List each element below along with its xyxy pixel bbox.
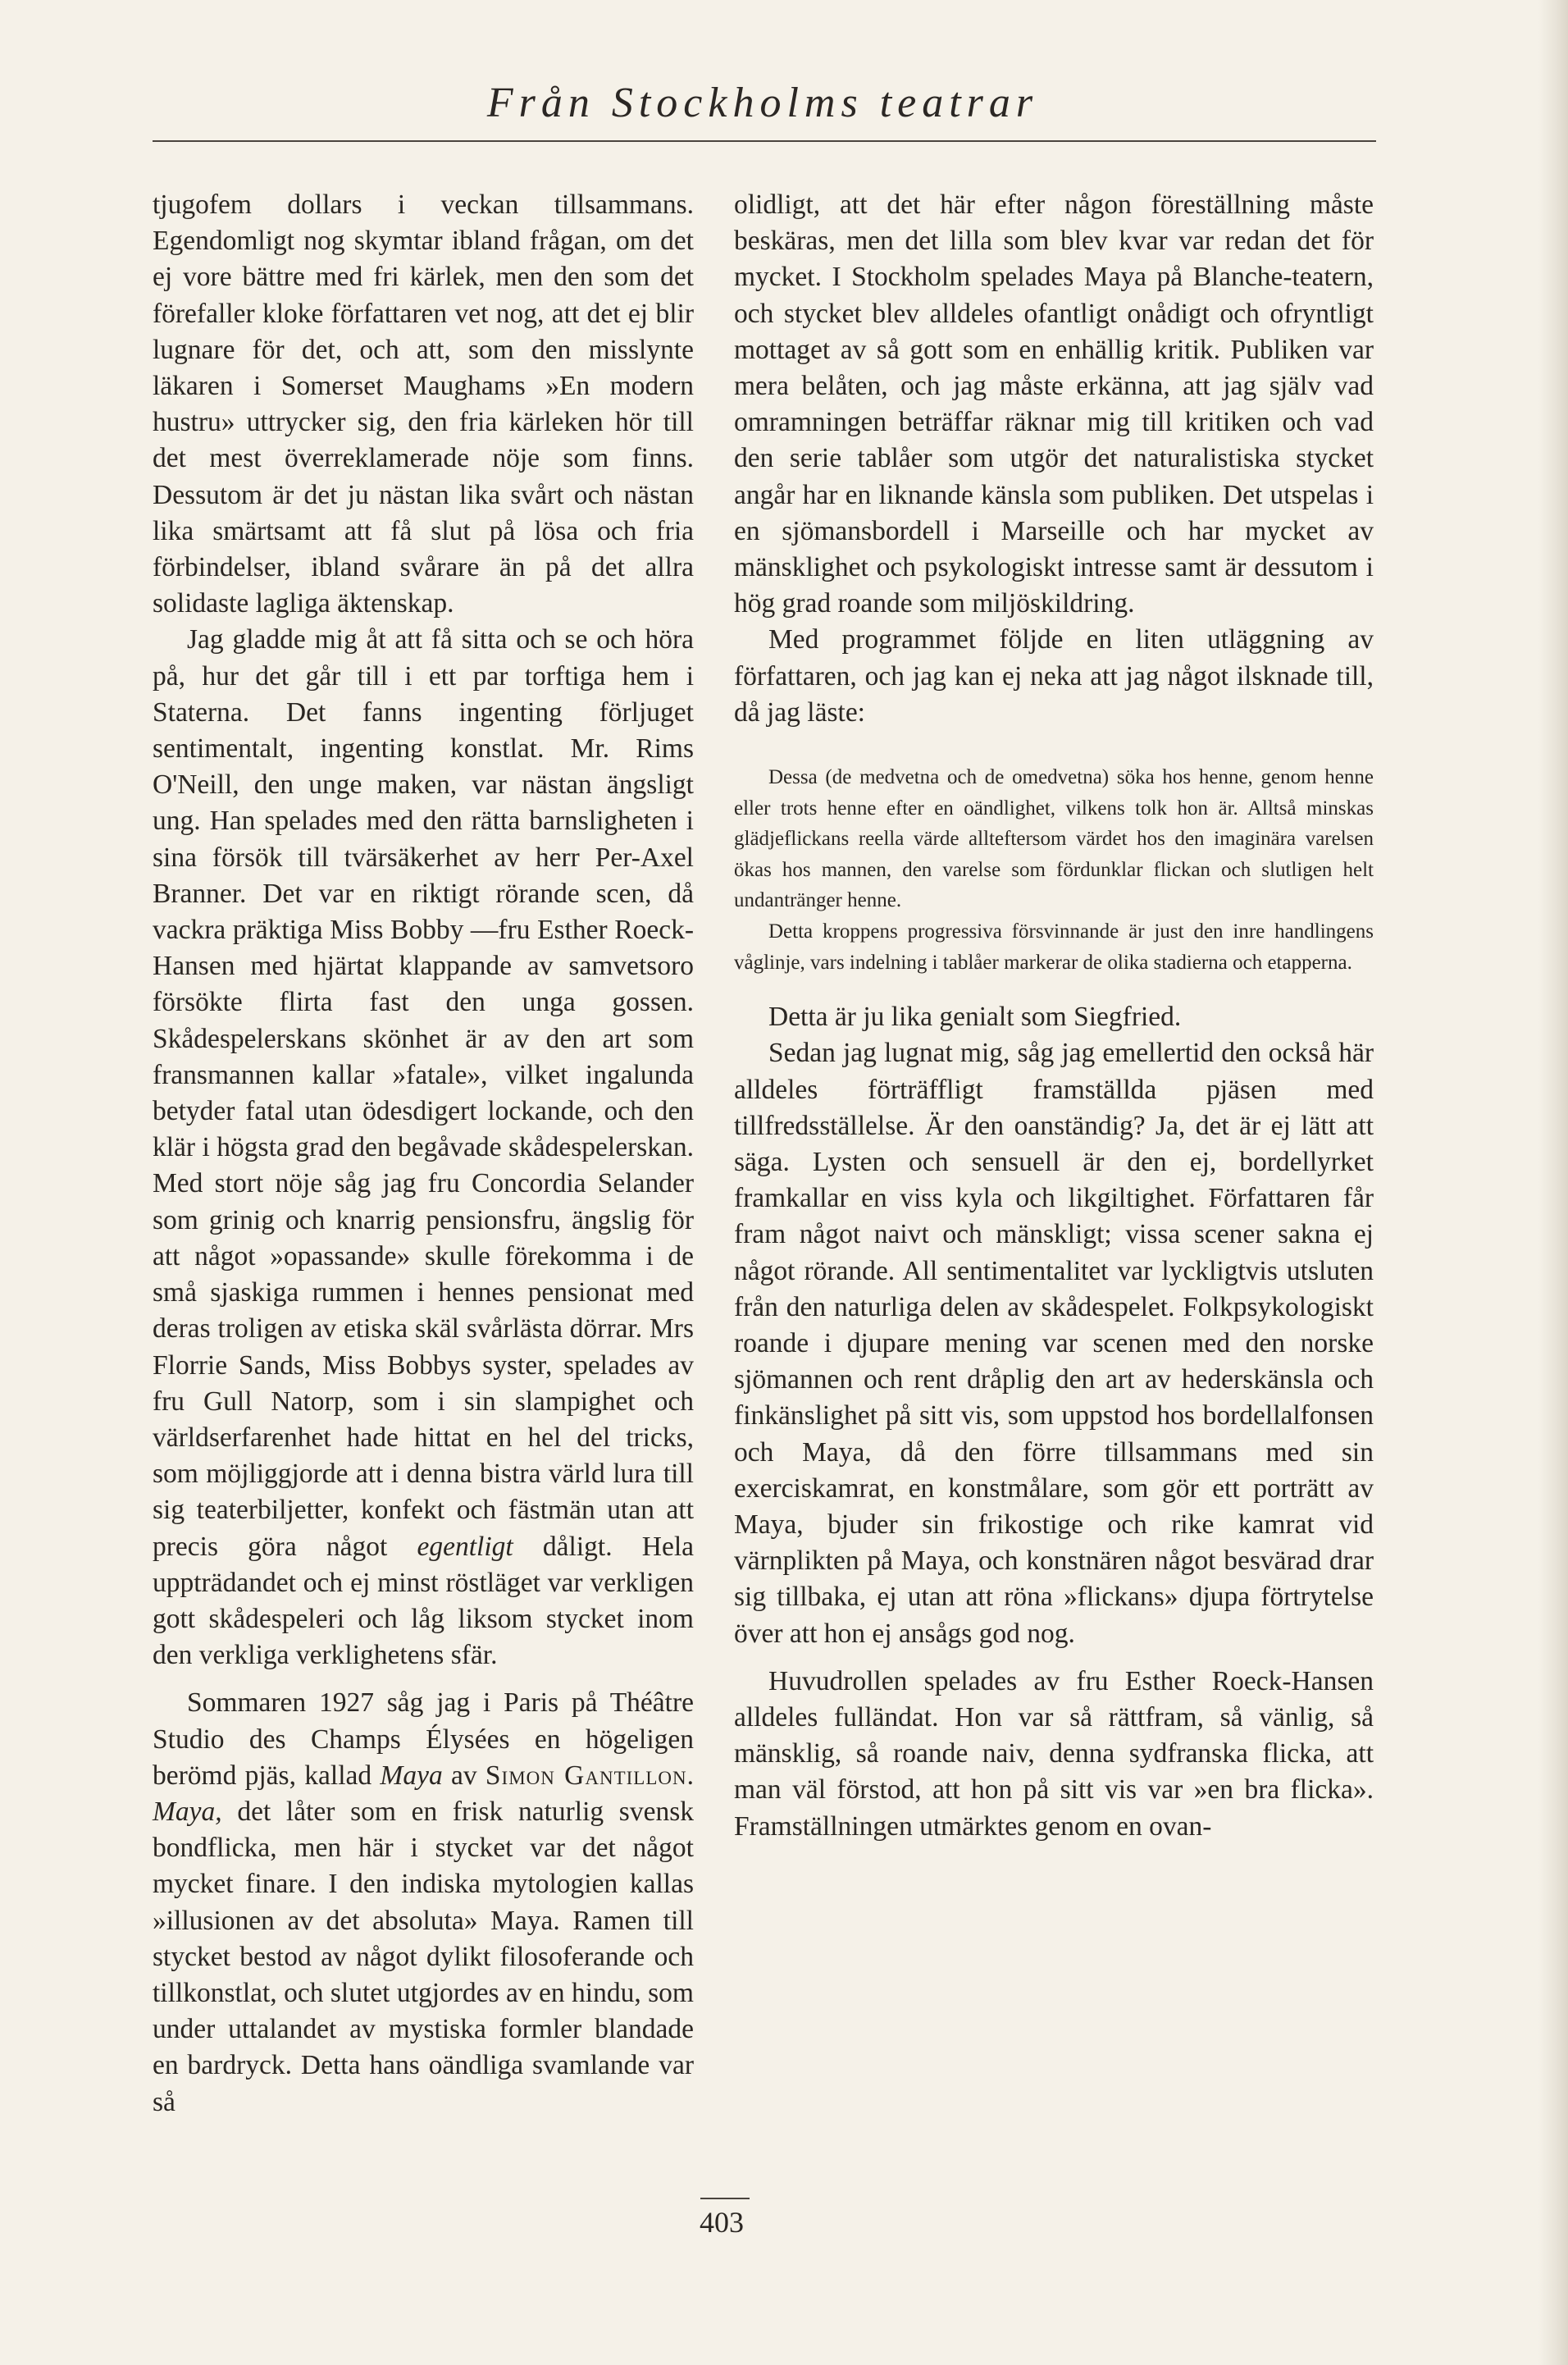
right-paragraph-4: Sedan jag lugnat mig, såg jag emellertid den också här alldeles förträffligt framställda pjäsen med tillfredsställelse. Är den oanständig? Ja, det är ej lätt att säga. Lysten och sensuell är den ej, bordellyrket framkallar en viss kyla och likgiltighet. Författaren får fram något naivt och mänskligt; vissa scener sakna ej något rörande. All sentimentalitet var lyckligtvis utsluten från den naturliga delen av skådespelet. Folkpsykologiskt roande i djupare mening var scenen med den norske sjömannen och rent dråplig den art av hederskänsla och finkänslighet på sitt vis, som uppstod hos bordellalfonsen och Maya, då den förre tillsammans med sin exerciskamrat, en konstmålare, som gör ett porträtt av Maya, bjuder sin frikostige och rike kamrat vid värnplikten på Maya, och konstnären något besvärad drar sig tillbaka, ej utan att röna »flickans» djupa förtrytelse över att hon ej ansågs god nog. bbox=[734, 1038, 1374, 1649]
left-paragraph-1-text: tjugofem dollars i veckan tillsammans. Egendomligt nog skymtar ibland frågan, om det ej vore bättre med fri kärlek, men den som det förefaller kloke författaren vet nog, att det ej blir lugnare för det, och att, som den misslynte läkaren i Somerset Maughams »En modern hustru» uttrycker sig, den fria kärleken hör till det mest överreklamerade nöje som finns. Dessutom är det ju nästan lika svårt och nästan lika smärtsamt att få slut på lösa och fria förbindelser, ibland svårare än på det allra solidaste lagliga äktenskap. bbox=[153, 189, 694, 619]
author-name: Simon Gantillon bbox=[485, 1760, 687, 1791]
left-paragraph-3-start: Sommaren 1927 såg jag i Paris på Théâtre Studio des Champs Élysées en högeligen berömd pjäs, kallad bbox=[153, 1687, 694, 1791]
quote-paragraph-1: Dessa (de medvetna och de omedvetna) söka hos henne, genom henne eller trots henne efter en oändlighet, vilkens tolk hon är. Alltså minskas glädjeflickans reella värde allteftersom värdet hos den imaginära varelsen ökas hos mannen, den varelse som fördunklar flickan och slutligen helt undantränger henne. bbox=[734, 766, 1374, 912]
word-av: av bbox=[451, 1760, 477, 1791]
page-edge-shadow bbox=[1538, 0, 1568, 2365]
title-maya: Maya bbox=[380, 1760, 443, 1791]
left-column bbox=[153, 187, 694, 2121]
left-paragraph-3 bbox=[153, 1685, 694, 2120]
right-paragraph-1: olidligt, att det här efter någon föreställning måste beskäras, men det lilla som blev kvar var redan det för mycket. I Stockholm spelades Maya på Blanche-teatern, och stycket blev alldeles ofantligt onådigt och ofryntligt mottaget av så gott som en enhällig kritik. Publiken var mera belåten, och jag måste erkänna, att jag själv vad omramningen beträffar räknar mig till kritiken och vad den serie tablåer som utgör det naturalistiska stycket angår har en liknande känsla som publiken. Det utspelas i en sjömansbordell i Marseille och har mycket av mänsklighet och psykologiskt intresse samt är dessutom i hög grad roande som miljöskildring. bbox=[734, 189, 1374, 619]
page-number: 403 bbox=[700, 2206, 744, 2239]
right-paragraph-3: Detta är ju lika genialt som Siegfried. bbox=[768, 1002, 1182, 1033]
header-rule bbox=[153, 140, 1376, 142]
italic-egentligt: egentligt bbox=[417, 1531, 513, 1562]
left-paragraph-3-rest: det låter som en frisk naturlig svensk bondflicka, men här i stycket var det något mycket finare. I den indiska mytologien kallas »illusionen av det absoluta» Maya. Ramen till stycket bestod av något dylikt filosoferande och tillkonstlat, och slutet utgjordes av en hindu, som under uttalandet av mystiska formler blandade en bardryck. Detta hans oändliga svamlande var så bbox=[153, 1796, 694, 2117]
page-number-rule bbox=[700, 2198, 750, 2199]
left-paragraph-2-end: dåligt. Hela uppträdandet och ej minst röstläget var verkligen gott skådespeleri och låg liksom stycket inom den verkliga verklighetens sfär. bbox=[153, 1531, 694, 1671]
right-paragraph-2: Med programmet följde en liten utläggning av författaren, och jag kan ej neka att jag något ilsknade till, då jag läste: bbox=[734, 624, 1374, 728]
title-maya-2: Maya, bbox=[153, 1796, 222, 1827]
author-dot: . bbox=[686, 1760, 694, 1791]
right-paragraph-5: Huvudrollen spelades av fru Esther Roeck-Hansen alldeles fulländat. Hon var så rättfram, så vänlig, så mänsklig, så roande naiv, denna sydfranska flicka, att man väl förstod, att hon på sitt vis var »en bra flicka». Framställningen utmärktes genom en ovan- bbox=[734, 1665, 1374, 1842]
block-quote bbox=[734, 762, 1374, 978]
left-paragraph-2-text: Jag gladde mig åt att få sitta och se och höra på, hur det går till i ett par torftiga hem i Staterna. Det fanns ingenting förljuget sentimentalt, ingenting konstlat. Mr. Rims O'Neill, den unge maken, var nästan ängsligt ung. Han spelades med den rätta barnsligheten i sina försök till tvärsäkerhet av herr Per-Axel Branner. Det var en riktigt rörande scen, då vackra präktiga Miss Bobby —fru Esther Roeck-Hansen med hjärtat klappande av samvetsoro försökte flirta fast den unga gossen. Skådespelerskans skönhet är av den art som fransmannen kallar »fatale», vilket ingalunda betyder fatal utan ödesdigert lockande, och den klär i högsta grad den begåvade skådespelerskan. Med stort nöje såg jag fru Concordia Selander som grinig och knarrig pensionsfru, ängslig för att något »opassande» skulle förekomma i de små sjaskiga rummen i hennes pensionat med deras troligen av etiska skäl svårlästa dörrar. Mrs Florrie Sands, Miss Bobbys syster, spelades av fru Gull Natorp, som i sin slampighet och världserfarenhet hade hittat en hel del tricks, som möjliggjorde att i denna bistra värld lura till sig teaterbiljetter, konfekt och fästmän utan att precis göra något bbox=[153, 624, 694, 1562]
left-paragraph-2 bbox=[153, 622, 694, 1673]
left-paragraph-1 bbox=[153, 187, 694, 622]
running-header: Från Stockholms teatrar bbox=[486, 80, 1039, 126]
quote-paragraph-2: Detta kroppens progressiva försvinnande är just den inre handlingens våglinje, vars indelning i tablåer markerar de olika stadierna och etapperna. bbox=[734, 920, 1374, 974]
right-column bbox=[734, 187, 1374, 1845]
